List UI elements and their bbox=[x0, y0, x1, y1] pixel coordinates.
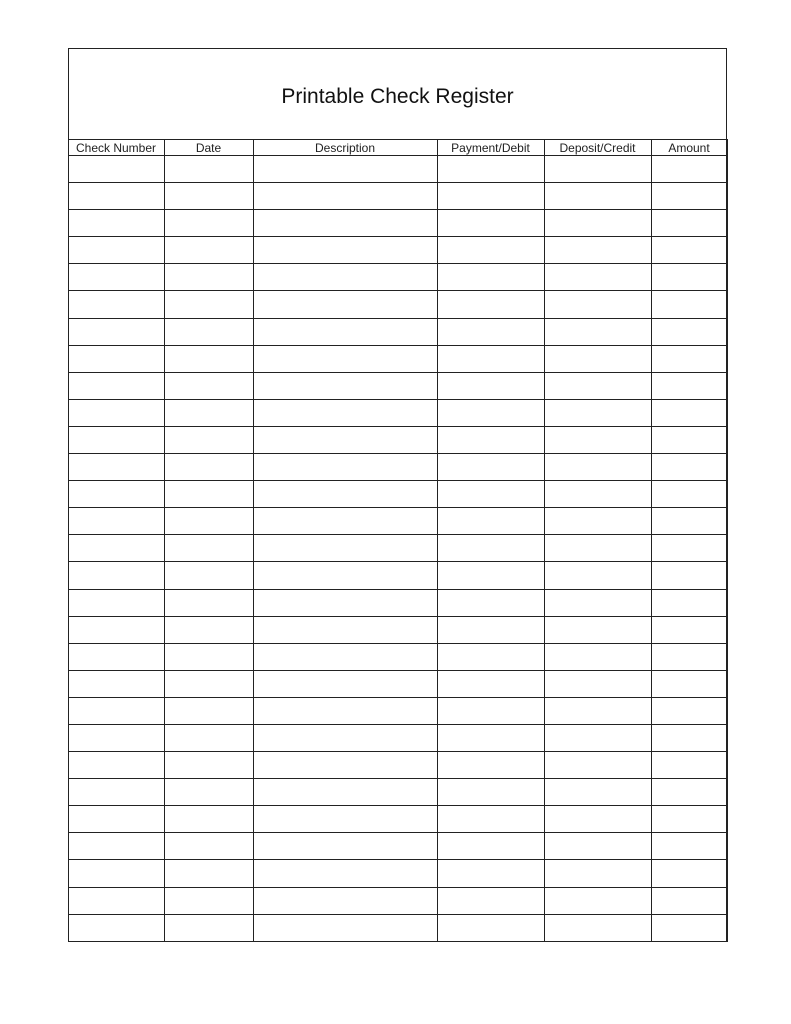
check-number-cell[interactable] bbox=[68, 752, 164, 779]
description-cell[interactable] bbox=[253, 210, 437, 237]
table-row bbox=[68, 616, 727, 643]
payment-debit-cell[interactable] bbox=[437, 426, 544, 453]
date-cell[interactable] bbox=[164, 156, 253, 183]
date-cell[interactable] bbox=[164, 426, 253, 453]
description-cell[interactable] bbox=[253, 372, 437, 399]
amount-cell[interactable] bbox=[651, 426, 727, 453]
table-row bbox=[68, 426, 727, 453]
description-cell[interactable] bbox=[253, 318, 437, 345]
description-cell[interactable] bbox=[253, 670, 437, 697]
payment-debit-cell[interactable] bbox=[437, 237, 544, 264]
column-header-payment-debit: Payment/Debit bbox=[437, 140, 544, 156]
deposit-credit-cell[interactable] bbox=[544, 183, 651, 210]
check-number-cell[interactable] bbox=[68, 426, 164, 453]
payment-debit-cell[interactable] bbox=[437, 399, 544, 426]
deposit-credit-cell[interactable] bbox=[544, 318, 651, 345]
deposit-credit-cell[interactable] bbox=[544, 210, 651, 237]
table-row bbox=[68, 454, 727, 481]
date-cell[interactable] bbox=[164, 562, 253, 589]
payment-debit-cell[interactable] bbox=[437, 616, 544, 643]
date-cell[interactable] bbox=[164, 860, 253, 887]
amount-cell[interactable] bbox=[651, 670, 727, 697]
payment-debit-cell[interactable] bbox=[437, 724, 544, 751]
date-cell[interactable] bbox=[164, 806, 253, 833]
check-number-cell[interactable] bbox=[68, 562, 164, 589]
amount-cell[interactable] bbox=[651, 806, 727, 833]
description-cell[interactable] bbox=[253, 454, 437, 481]
column-header-deposit-credit: Deposit/Credit bbox=[544, 140, 651, 156]
table-row bbox=[68, 210, 727, 237]
check-number-cell[interactable] bbox=[68, 779, 164, 806]
column-header-description: Description bbox=[253, 140, 437, 156]
deposit-credit-cell[interactable] bbox=[544, 562, 651, 589]
amount-cell[interactable] bbox=[651, 887, 727, 914]
check-number-cell[interactable] bbox=[68, 670, 164, 697]
deposit-credit-cell[interactable] bbox=[544, 264, 651, 291]
amount-cell[interactable] bbox=[651, 264, 727, 291]
description-cell[interactable] bbox=[253, 860, 437, 887]
table-row bbox=[68, 806, 727, 833]
column-header-date: Date bbox=[164, 140, 253, 156]
amount-cell[interactable] bbox=[651, 399, 727, 426]
payment-debit-cell[interactable] bbox=[437, 318, 544, 345]
deposit-credit-cell[interactable] bbox=[544, 345, 651, 372]
check-number-cell[interactable] bbox=[68, 318, 164, 345]
date-cell[interactable] bbox=[164, 291, 253, 318]
deposit-credit-cell[interactable] bbox=[544, 914, 651, 941]
check-number-cell[interactable] bbox=[68, 697, 164, 724]
table-row bbox=[68, 372, 727, 399]
check-number-cell[interactable] bbox=[68, 860, 164, 887]
amount-cell[interactable] bbox=[651, 616, 727, 643]
amount-cell[interactable] bbox=[651, 643, 727, 670]
deposit-credit-cell[interactable] bbox=[544, 454, 651, 481]
check-number-cell[interactable] bbox=[68, 399, 164, 426]
payment-debit-cell[interactable] bbox=[437, 264, 544, 291]
date-cell[interactable] bbox=[164, 887, 253, 914]
date-cell[interactable] bbox=[164, 508, 253, 535]
check-register-form bbox=[68, 48, 727, 942]
check-number-cell[interactable] bbox=[68, 643, 164, 670]
payment-debit-cell[interactable] bbox=[437, 643, 544, 670]
table-row bbox=[68, 399, 727, 426]
payment-debit-cell[interactable] bbox=[437, 697, 544, 724]
amount-cell[interactable] bbox=[651, 481, 727, 508]
table-row bbox=[68, 914, 727, 941]
date-cell[interactable] bbox=[164, 264, 253, 291]
check-number-cell[interactable] bbox=[68, 345, 164, 372]
table-row bbox=[68, 724, 727, 751]
description-cell[interactable] bbox=[253, 399, 437, 426]
payment-debit-cell[interactable] bbox=[437, 860, 544, 887]
description-cell[interactable] bbox=[253, 237, 437, 264]
date-cell[interactable] bbox=[164, 616, 253, 643]
table-row bbox=[68, 481, 727, 508]
payment-debit-cell[interactable] bbox=[437, 481, 544, 508]
table-row bbox=[68, 562, 727, 589]
deposit-credit-cell[interactable] bbox=[544, 372, 651, 399]
column-header-check-number: Check Number bbox=[68, 140, 164, 156]
payment-debit-cell[interactable] bbox=[437, 535, 544, 562]
deposit-credit-cell[interactable] bbox=[544, 589, 651, 616]
page-title: Printable Check Register bbox=[281, 84, 514, 108]
deposit-credit-cell[interactable] bbox=[544, 697, 651, 724]
description-cell[interactable] bbox=[253, 697, 437, 724]
description-cell[interactable] bbox=[253, 291, 437, 318]
payment-debit-cell[interactable] bbox=[437, 562, 544, 589]
date-cell[interactable] bbox=[164, 318, 253, 345]
payment-debit-cell[interactable] bbox=[437, 291, 544, 318]
date-cell[interactable] bbox=[164, 697, 253, 724]
table-row bbox=[68, 670, 727, 697]
amount-cell[interactable] bbox=[651, 779, 727, 806]
column-header-amount: Amount bbox=[651, 140, 727, 156]
payment-debit-cell[interactable] bbox=[437, 806, 544, 833]
deposit-credit-cell[interactable] bbox=[544, 724, 651, 751]
table-row bbox=[68, 291, 727, 318]
description-cell[interactable] bbox=[253, 535, 437, 562]
payment-debit-cell[interactable] bbox=[437, 914, 544, 941]
description-cell[interactable] bbox=[253, 806, 437, 833]
deposit-credit-cell[interactable] bbox=[544, 291, 651, 318]
description-cell[interactable] bbox=[253, 724, 437, 751]
table-row bbox=[68, 833, 727, 860]
check-number-cell[interactable] bbox=[68, 291, 164, 318]
payment-debit-cell[interactable] bbox=[437, 670, 544, 697]
payment-debit-cell[interactable] bbox=[437, 887, 544, 914]
description-cell[interactable] bbox=[253, 589, 437, 616]
check-number-cell[interactable] bbox=[68, 237, 164, 264]
table-row bbox=[68, 318, 727, 345]
payment-debit-cell[interactable] bbox=[437, 589, 544, 616]
date-cell[interactable] bbox=[164, 372, 253, 399]
deposit-credit-cell[interactable] bbox=[544, 156, 651, 183]
payment-debit-cell[interactable] bbox=[437, 156, 544, 183]
amount-cell[interactable] bbox=[651, 752, 727, 779]
date-cell[interactable] bbox=[164, 210, 253, 237]
amount-cell[interactable] bbox=[651, 210, 727, 237]
description-cell[interactable] bbox=[253, 426, 437, 453]
date-cell[interactable] bbox=[164, 535, 253, 562]
deposit-credit-cell[interactable] bbox=[544, 237, 651, 264]
check-number-cell[interactable] bbox=[68, 806, 164, 833]
description-cell[interactable] bbox=[253, 264, 437, 291]
check-number-cell[interactable] bbox=[68, 454, 164, 481]
date-cell[interactable] bbox=[164, 752, 253, 779]
description-cell[interactable] bbox=[253, 833, 437, 860]
check-number-cell[interactable] bbox=[68, 616, 164, 643]
amount-cell[interactable] bbox=[651, 860, 727, 887]
deposit-credit-cell[interactable] bbox=[544, 508, 651, 535]
description-cell[interactable] bbox=[253, 183, 437, 210]
deposit-credit-cell[interactable] bbox=[544, 887, 651, 914]
register-table bbox=[68, 139, 728, 942]
deposit-credit-cell[interactable] bbox=[544, 833, 651, 860]
amount-cell[interactable] bbox=[651, 508, 727, 535]
date-cell[interactable] bbox=[164, 724, 253, 751]
amount-cell[interactable] bbox=[651, 535, 727, 562]
description-cell[interactable] bbox=[253, 752, 437, 779]
description-cell[interactable] bbox=[253, 508, 437, 535]
amount-cell[interactable] bbox=[651, 724, 727, 751]
amount-cell[interactable] bbox=[651, 562, 727, 589]
check-number-cell[interactable] bbox=[68, 481, 164, 508]
header-row bbox=[68, 140, 727, 156]
payment-debit-cell[interactable] bbox=[437, 779, 544, 806]
table-row bbox=[68, 237, 727, 264]
date-cell[interactable] bbox=[164, 399, 253, 426]
deposit-credit-cell[interactable] bbox=[544, 643, 651, 670]
check-number-cell[interactable] bbox=[68, 589, 164, 616]
check-number-cell[interactable] bbox=[68, 535, 164, 562]
title-area bbox=[69, 49, 726, 140]
deposit-credit-cell[interactable] bbox=[544, 616, 651, 643]
check-number-cell[interactable] bbox=[68, 183, 164, 210]
amount-cell[interactable] bbox=[651, 833, 727, 860]
check-number-cell[interactable] bbox=[68, 724, 164, 751]
table-row bbox=[68, 752, 727, 779]
table-row bbox=[68, 779, 727, 806]
table-row bbox=[68, 860, 727, 887]
date-cell[interactable] bbox=[164, 589, 253, 616]
deposit-credit-cell[interactable] bbox=[544, 806, 651, 833]
description-cell[interactable] bbox=[253, 481, 437, 508]
table-row bbox=[68, 887, 727, 914]
date-cell[interactable] bbox=[164, 183, 253, 210]
amount-cell[interactable] bbox=[651, 318, 727, 345]
amount-cell[interactable] bbox=[651, 345, 727, 372]
description-cell[interactable] bbox=[253, 616, 437, 643]
payment-debit-cell[interactable] bbox=[437, 508, 544, 535]
check-number-cell[interactable] bbox=[68, 833, 164, 860]
deposit-credit-cell[interactable] bbox=[544, 860, 651, 887]
date-cell[interactable] bbox=[164, 481, 253, 508]
deposit-credit-cell[interactable] bbox=[544, 399, 651, 426]
payment-debit-cell[interactable] bbox=[437, 372, 544, 399]
table-row bbox=[68, 535, 727, 562]
description-cell[interactable] bbox=[253, 562, 437, 589]
description-cell[interactable] bbox=[253, 779, 437, 806]
amount-cell[interactable] bbox=[651, 697, 727, 724]
date-cell[interactable] bbox=[164, 914, 253, 941]
amount-cell[interactable] bbox=[651, 291, 727, 318]
date-cell[interactable] bbox=[164, 779, 253, 806]
payment-debit-cell[interactable] bbox=[437, 833, 544, 860]
description-cell[interactable] bbox=[253, 643, 437, 670]
check-number-cell[interactable] bbox=[68, 372, 164, 399]
description-cell[interactable] bbox=[253, 156, 437, 183]
check-number-cell[interactable] bbox=[68, 210, 164, 237]
deposit-credit-cell[interactable] bbox=[544, 535, 651, 562]
amount-cell[interactable] bbox=[651, 914, 727, 941]
check-number-cell[interactable] bbox=[68, 156, 164, 183]
description-cell[interactable] bbox=[253, 887, 437, 914]
amount-cell[interactable] bbox=[651, 156, 727, 183]
deposit-credit-cell[interactable] bbox=[544, 779, 651, 806]
date-cell[interactable] bbox=[164, 670, 253, 697]
table-row bbox=[68, 697, 727, 724]
check-number-cell[interactable] bbox=[68, 264, 164, 291]
check-number-cell[interactable] bbox=[68, 508, 164, 535]
table-row bbox=[68, 264, 727, 291]
deposit-credit-cell[interactable] bbox=[544, 670, 651, 697]
check-number-cell[interactable] bbox=[68, 887, 164, 914]
date-cell[interactable] bbox=[164, 454, 253, 481]
amount-cell[interactable] bbox=[651, 372, 727, 399]
table-row bbox=[68, 589, 727, 616]
table-row bbox=[68, 345, 727, 372]
payment-debit-cell[interactable] bbox=[437, 210, 544, 237]
date-cell[interactable] bbox=[164, 643, 253, 670]
amount-cell[interactable] bbox=[651, 237, 727, 264]
amount-cell[interactable] bbox=[651, 183, 727, 210]
payment-debit-cell[interactable] bbox=[437, 752, 544, 779]
table-row bbox=[68, 508, 727, 535]
deposit-credit-cell[interactable] bbox=[544, 426, 651, 453]
amount-cell[interactable] bbox=[651, 454, 727, 481]
description-cell[interactable] bbox=[253, 914, 437, 941]
payment-debit-cell[interactable] bbox=[437, 183, 544, 210]
amount-cell[interactable] bbox=[651, 589, 727, 616]
check-number-cell[interactable] bbox=[68, 914, 164, 941]
date-cell[interactable] bbox=[164, 237, 253, 264]
table-row bbox=[68, 643, 727, 670]
register-body bbox=[68, 156, 727, 942]
deposit-credit-cell[interactable] bbox=[544, 752, 651, 779]
table-row bbox=[68, 183, 727, 210]
date-cell[interactable] bbox=[164, 345, 253, 372]
table-row bbox=[68, 156, 727, 183]
date-cell[interactable] bbox=[164, 833, 253, 860]
payment-debit-cell[interactable] bbox=[437, 454, 544, 481]
payment-debit-cell[interactable] bbox=[437, 345, 544, 372]
deposit-credit-cell[interactable] bbox=[544, 481, 651, 508]
description-cell[interactable] bbox=[253, 345, 437, 372]
